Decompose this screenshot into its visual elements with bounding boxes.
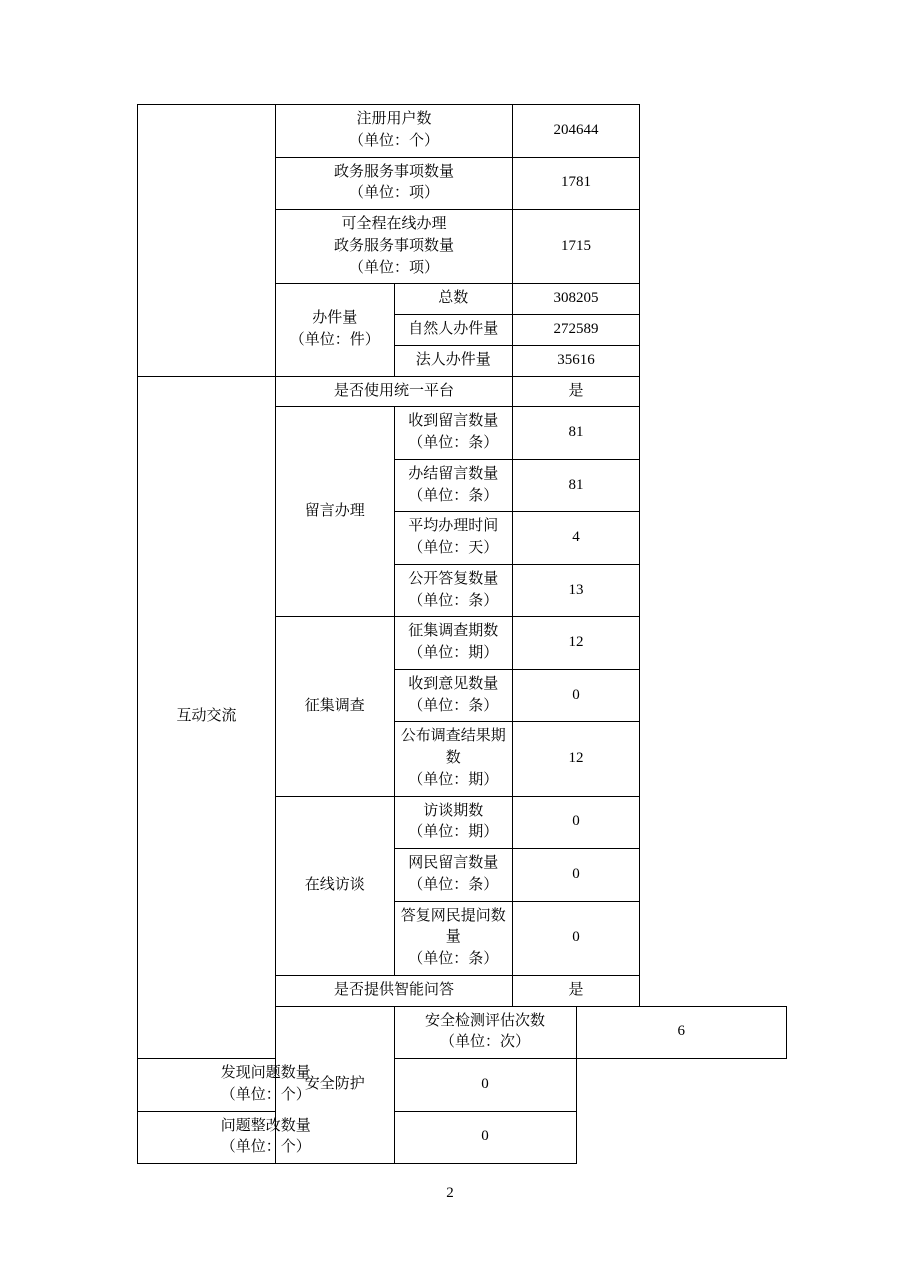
sub-label-line2: （单位：条）	[408, 487, 499, 504]
item-label-line2: （单位：件）	[289, 331, 380, 348]
value-handled-natural-person: 272589	[513, 315, 640, 346]
value-completed-messages: 81	[513, 459, 640, 512]
sub-average-time	[394, 512, 513, 565]
value-published-results: 12	[513, 722, 640, 796]
value-survey-count: 12	[513, 617, 640, 670]
item-label-line1: 注册用户数	[356, 111, 432, 127]
item-label-line2: （单位：个）	[348, 132, 439, 149]
sub-label-legal-person: 法人办件量	[394, 345, 513, 376]
sub-opinions-received	[394, 669, 513, 722]
sub-interview-count	[394, 796, 513, 849]
item-registered-users	[276, 105, 513, 158]
sub-label-line2: （单位：条）	[408, 697, 499, 714]
sub-label-line2: （单位：条）	[408, 876, 499, 893]
item-label-line2: （单位：个）	[220, 1086, 311, 1103]
sub-label-line1: 收到留言数量	[408, 413, 499, 430]
sub-netizen-replies	[394, 901, 513, 975]
table-row	[138, 105, 787, 158]
table-row	[138, 1111, 787, 1164]
value-handled-legal-person: 35616	[513, 345, 640, 376]
value-netizen-replies: 0	[513, 901, 640, 975]
sub-label-line2: （单位：条）	[408, 592, 499, 609]
value-average-time: 4	[513, 512, 640, 565]
sub-published-results	[394, 722, 513, 796]
item-label-line1: 政务服务事项数量	[333, 163, 454, 180]
annual-report-table	[137, 104, 787, 1164]
item-survey: 征集调查	[276, 617, 395, 796]
item-message-handling: 留言办理	[276, 407, 395, 617]
item-label-line1: 发现问题数量	[220, 1065, 311, 1081]
item-online-service-items	[276, 210, 513, 284]
sub-label-line1: 平均办理时间	[408, 518, 499, 535]
item-issues-fixed	[138, 1111, 395, 1164]
sub-label-line1: 收到意见数量	[408, 675, 499, 692]
value-netizen-messages: 0	[513, 849, 640, 902]
item-label-line2: 政务服务事项数量	[333, 237, 454, 254]
sub-label-line2: （单位：期）	[408, 824, 499, 841]
sub-label-line1: 征集调查期数	[408, 623, 499, 640]
item-gov-service-items	[276, 157, 513, 210]
sub-label-line1: 办结留言数量	[408, 465, 499, 482]
sub-received-messages	[394, 407, 513, 460]
value-security-assessments: 6	[576, 1006, 787, 1059]
sub-label-line2: （单位：期）	[408, 771, 499, 788]
category-cell-security: 安全防护	[276, 1006, 395, 1164]
value-issues-fixed: 0	[394, 1111, 576, 1164]
sub-label-line2: （单位：天）	[408, 540, 499, 556]
sub-label-line1: 答复网民提问数量	[400, 907, 506, 946]
value-smart-qa: 是	[513, 975, 640, 1006]
table-row	[138, 1059, 787, 1112]
value-handled-total: 308205	[513, 284, 640, 315]
item-online-interview: 在线访谈	[276, 796, 395, 975]
sub-survey-count	[394, 617, 513, 670]
item-label-line1: 办件量	[312, 310, 358, 327]
item-label-line2: （单位：个）	[220, 1139, 311, 1156]
sub-label-line2: （单位：条）	[408, 435, 499, 451]
item-label-line1: 安全检测评估次数	[424, 1012, 545, 1029]
item-label-line1: 可全程在线办理	[341, 216, 447, 232]
sub-label-line2: （单位：条）	[408, 951, 499, 967]
sub-completed-messages	[394, 459, 513, 512]
value-registered-users: 204644	[513, 105, 640, 158]
category-cell-blank	[138, 105, 276, 377]
value-received-messages: 81	[513, 407, 640, 460]
value-unified-platform: 是	[513, 376, 640, 407]
sub-label-natural-person: 自然人办件量	[394, 315, 513, 346]
value-public-replies: 13	[513, 564, 640, 617]
item-label-line2: （单位：次）	[439, 1034, 530, 1051]
value-gov-service-items: 1781	[513, 157, 640, 210]
item-label-line2: （单位：项）	[348, 185, 439, 202]
sub-public-replies	[394, 564, 513, 617]
value-interview-count: 0	[513, 796, 640, 849]
item-label-line3: （单位：项）	[348, 259, 439, 276]
value-issues-found: 0	[394, 1059, 576, 1112]
value-opinions-received: 0	[513, 669, 640, 722]
item-smart-qa: 是否提供智能问答	[276, 975, 513, 1006]
report-table-container	[137, 104, 787, 1164]
item-unified-platform: 是否使用统一平台	[276, 376, 513, 407]
sub-netizen-messages	[394, 849, 513, 902]
sub-label-line1: 公布调查结果期数	[400, 728, 506, 766]
table-row	[138, 376, 787, 407]
item-security-assessments	[394, 1006, 576, 1059]
value-online-service-items: 1715	[513, 210, 640, 284]
sub-label-total: 总数	[394, 284, 513, 315]
item-handled-volume	[276, 284, 395, 376]
page-number: 2	[446, 1185, 454, 1201]
category-cell-interaction: 互动交流	[138, 376, 276, 1059]
sub-label-line1: 公开答复数量	[408, 570, 499, 587]
sub-label-line2: （单位：期）	[408, 645, 499, 661]
sub-label-line1: 访谈期数	[423, 802, 484, 819]
item-label-line1: 问题整改数量	[220, 1117, 311, 1134]
sub-label-line1: 网民留言数量	[408, 855, 499, 871]
